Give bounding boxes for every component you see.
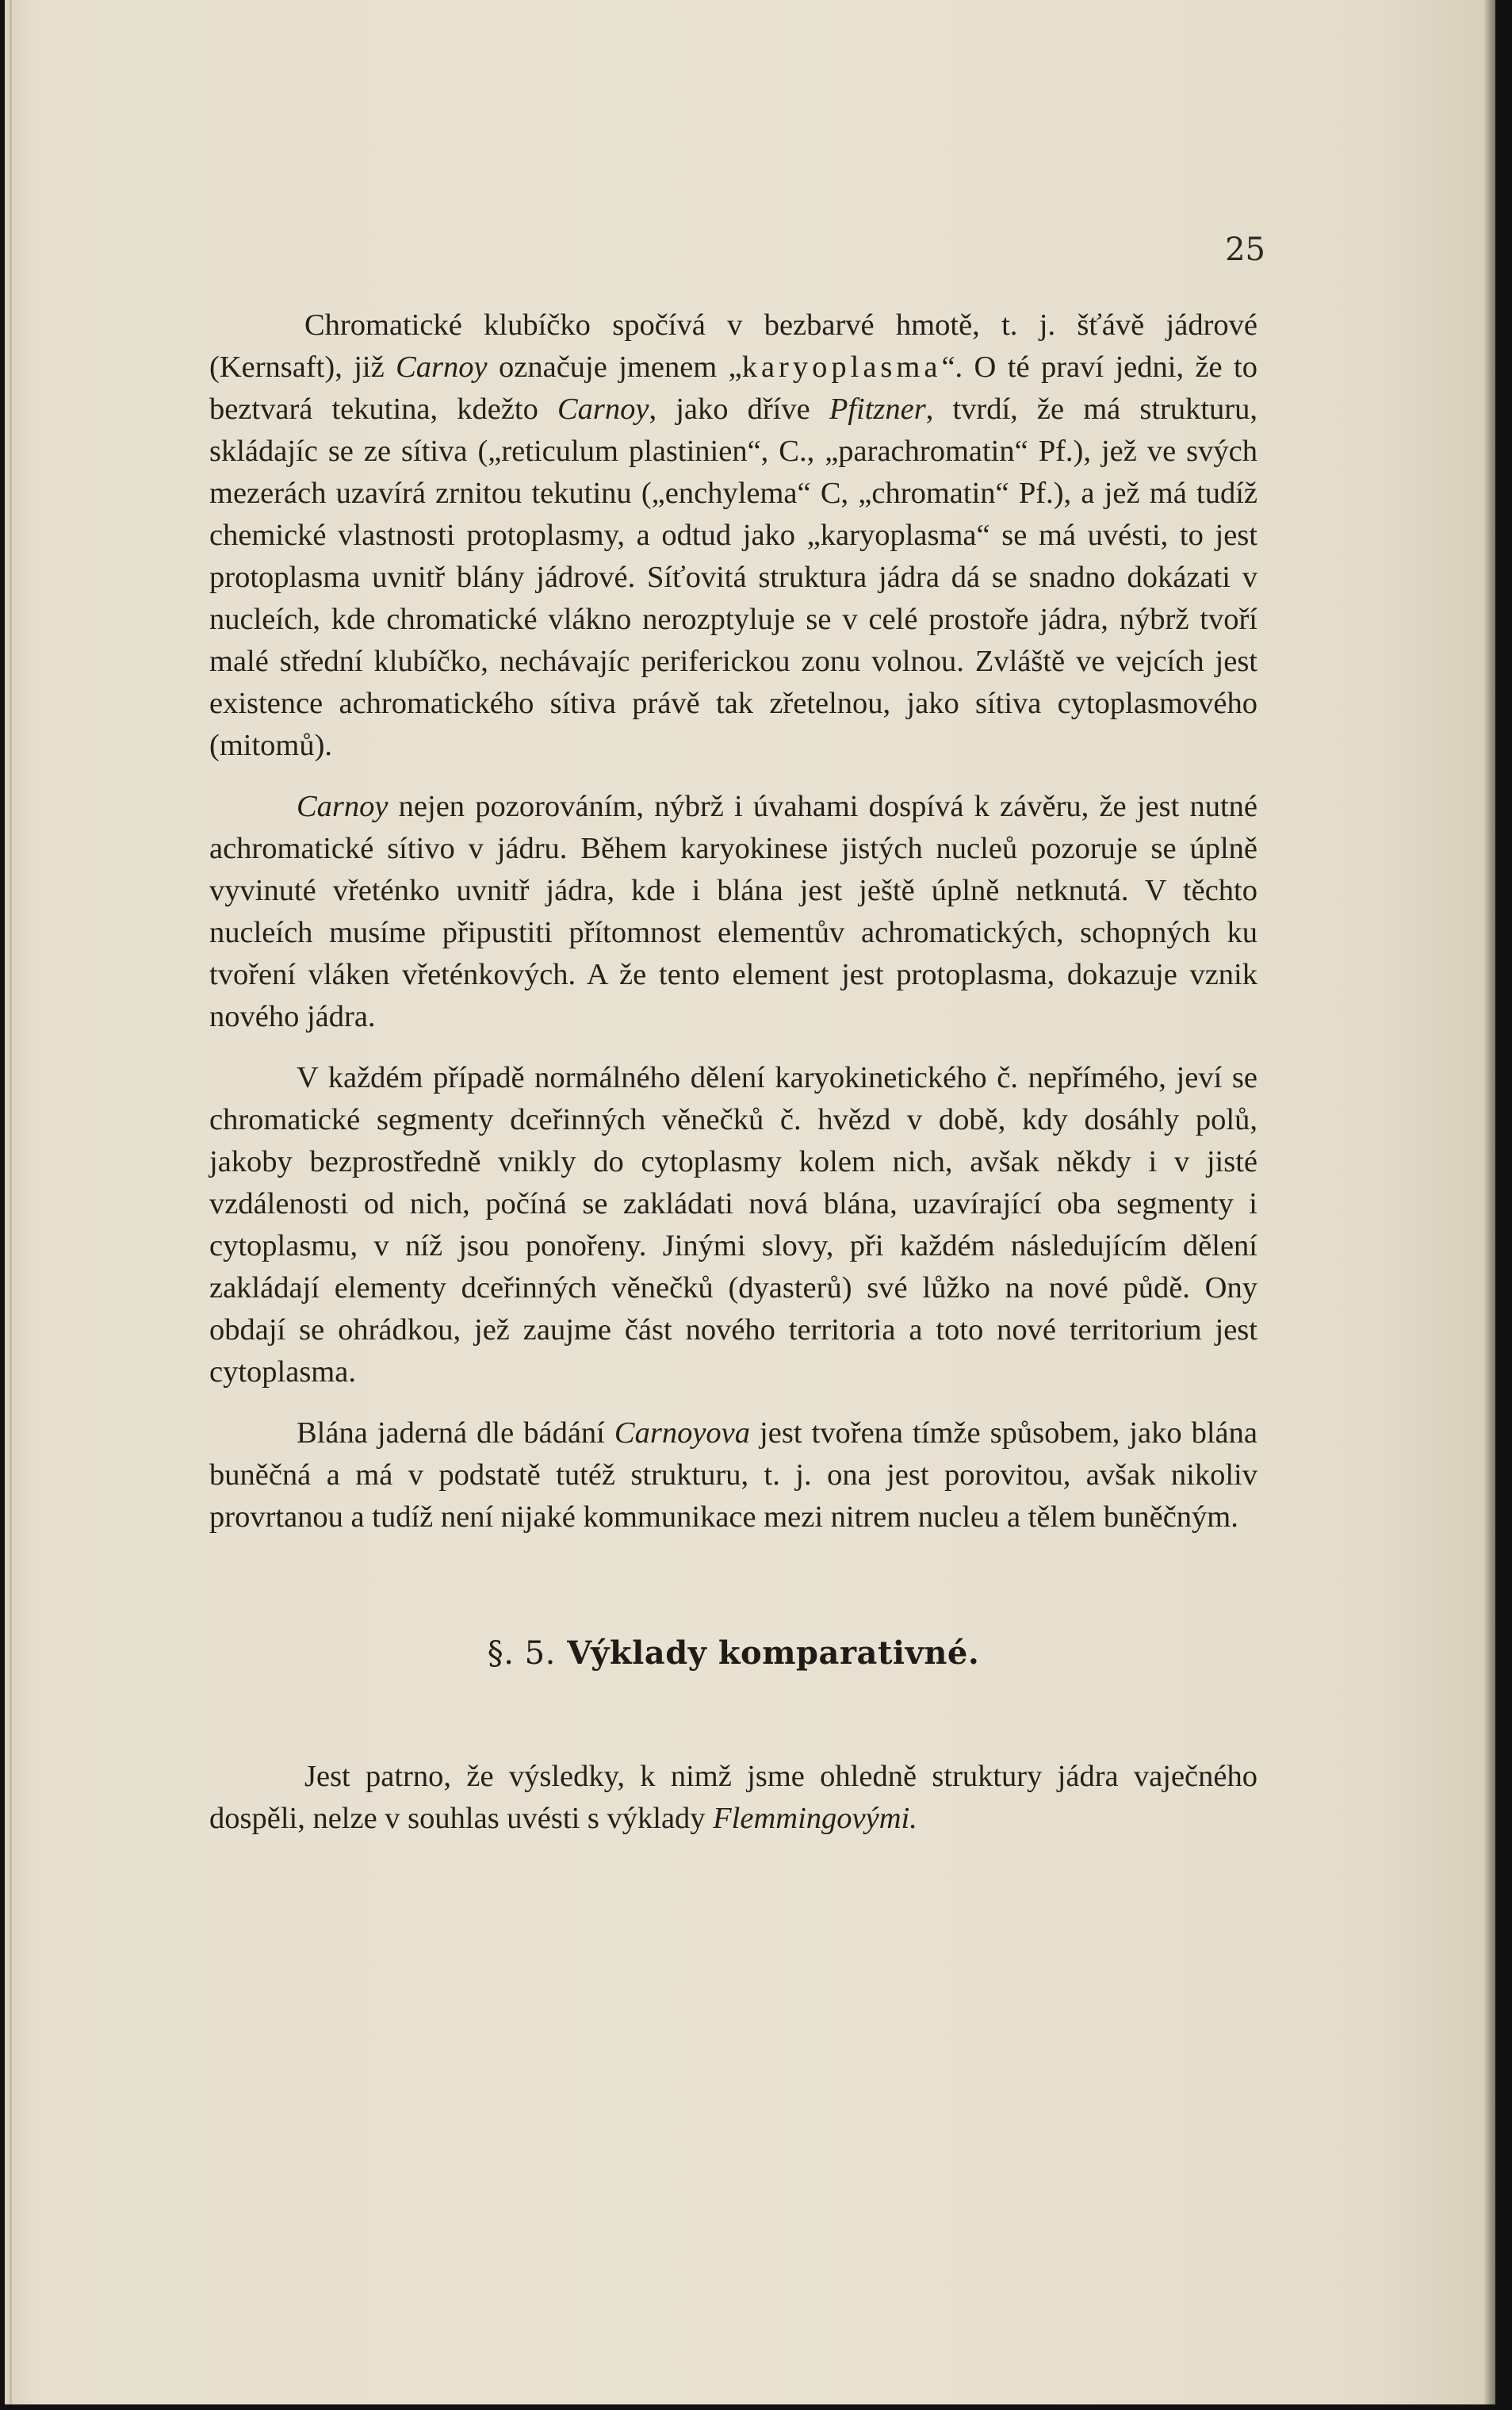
text-run: jest tvořena tímže spůsobem, jako blána buněčná a má v podstatě tutéž strukturu, t. j. ona jest porovitou, avšak nikoliv provrtanou a tudíž není nijaké kommunikace mezi nitrem nucleu a tělem buněčným. (209, 1416, 1257, 1534)
paragraph (209, 786, 1257, 1038)
italic-name: Carnoy (396, 351, 488, 384)
text-run: Jest patrno, že výsledky, k nimž jsme ohledně struktury jádra vaječného dospěli, nelze v souhlas uvésti s výklady (209, 1760, 1257, 1835)
paragraph (209, 1412, 1257, 1538)
section-number: §. 5. (487, 1635, 556, 1672)
book-page (5, 0, 1495, 2404)
section-heading (209, 1632, 1257, 1675)
italic-name: Carnoy (297, 790, 389, 823)
text-run: Blána jaderná dle bádání (297, 1416, 614, 1450)
paragraph (209, 1057, 1257, 1393)
text-run: , jako dříve (649, 393, 829, 426)
italic-name: Carnoyova (614, 1416, 751, 1450)
paragraph (209, 305, 1257, 767)
text-run: nejen pozorováním, nýbrž i úvahami dospívá k závěru, že jest nutné achromatické sítivo v jádru. Během karyokinese jistých nucleů pozoruje se úplně vyvinuté vřeténko uvnitř jádra, kde i blána jest ještě úplně netknutá. V těchto nucleích musíme připustiti přítomnost elementův achromatických, schopných ku tvoření vláken vřeténkových. A že tento element jest protoplasma, dokazuje vznik nového jádra. (209, 790, 1257, 1033)
italic-name: Carnoy (557, 393, 649, 426)
page-number: 25 (1225, 232, 1265, 268)
page-gutter (10, 0, 12, 2404)
spaced-term: karyoplasma (741, 351, 942, 384)
italic-name: Pfitzner (829, 393, 926, 426)
text-run: Chromatické klubíčko spočívá v bezbarvé hmotě, t. j. šťávě jádrové (Kernsaft), již (209, 308, 1257, 384)
text-run: “. O té praví jedni, že to beztvará tekutina, kdežto (209, 351, 1257, 426)
text-run: V každém případě normálného dělení karyokinetického č. nepřímého, jeví se chromatické segmenty dceřinných věnečků č. hvězd v době, kdy dosáhly polů, jakoby bezprostředně vnikly do cytoplasmy kolem nich, avšak někdy i v jisté vzdálenosti od nich, počíná se zakládati nová blána, uzavírající oba segmenty i cytoplasmu, v níž jsou ponořeny. Jinými slovy, při každém následujícím dělení zakládají elementy dceřinných věnečků (dyasterů) své lůžko na nové půdě. Ony obdají se ohrádkou, jež zaujme část nového territoria a toto nové territorium jest cytoplasma. (209, 1061, 1257, 1389)
section-title: Výklady komparativné. (567, 1634, 980, 1672)
text-run: označuje jmenem „ (487, 351, 742, 384)
body-text (209, 305, 1257, 1840)
final-paragraph (209, 1756, 1257, 1840)
page-edge-shadow (1484, 0, 1495, 2404)
italic-name: Flemmingovými. (713, 1802, 917, 1835)
text-run: , tvrdí, že má strukturu, skládajíc se ze sítiva („reticulum plastinien“, C., „parachromatin“ Pf.), jež ve svých mezerách uzavírá zrnitou tekutinu („enchylema“ C, „chromatin“ Pf.), a jež má tudíž chemické vlastnosti protoplasmy, a odtud jako „karyoplasma“ se má uvésti, to jest protoplasma uvnitř blány jádrové. Síťovitá struktura jádra dá se snadno dokázati v nucleích, kde chromatické vlákno nerozptyluje se v celé prostoře jádra, nýbrž tvoří malé střední klubíčko, nechávajíc periferickou zonu volnou. Zvláště ve vejcích jest existence achromatického sítiva právě tak zřetelnou, jako sítiva cytoplasmového (mitomů). (209, 393, 1257, 762)
